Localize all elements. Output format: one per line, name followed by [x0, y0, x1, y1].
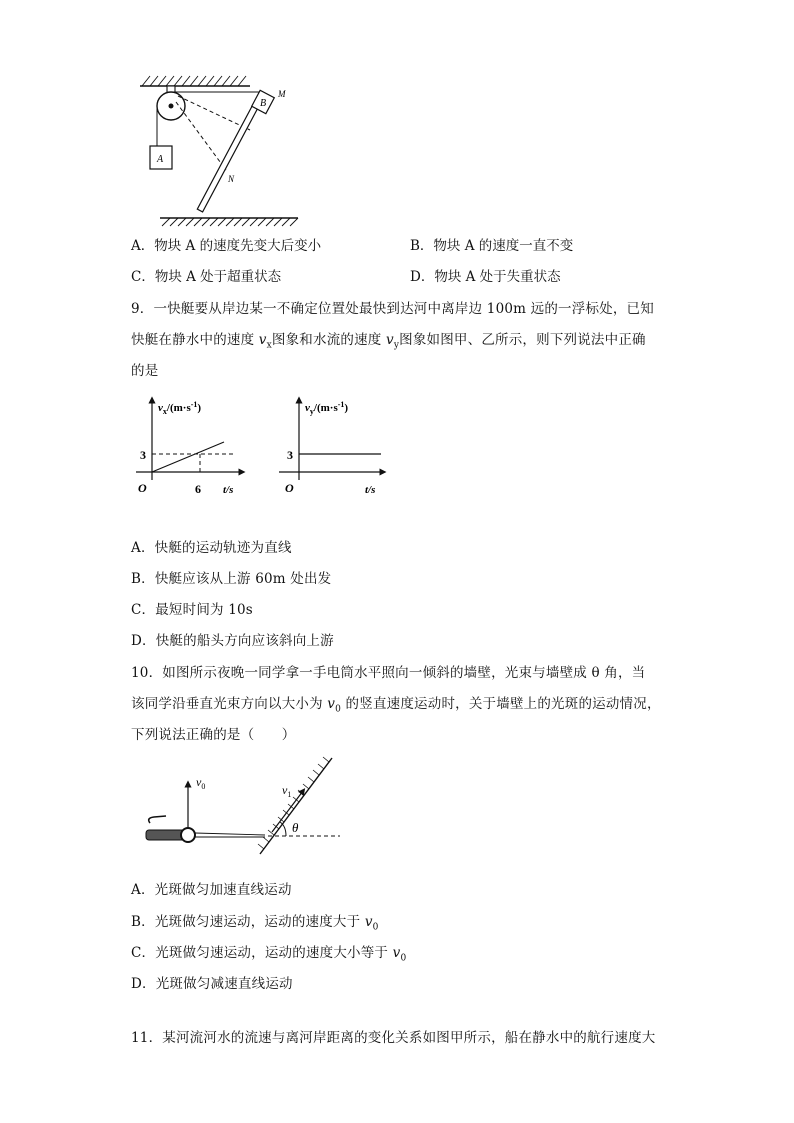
- q8-pulley-figure: [130, 62, 305, 228]
- theta-label: θ: [292, 820, 299, 835]
- q10-option-d[interactable]: [131, 972, 293, 992]
- q8-option-a-letter: A．: [131, 238, 155, 254]
- inclined-wall: [260, 758, 332, 854]
- q8-option-a-text: 物块 A 的速度先变大后变小: [154, 238, 322, 254]
- q10-v0-symbol: v: [327, 696, 336, 712]
- q9-stem-line2-c: 图象如图甲、乙所示，则下列说法中正确: [399, 332, 646, 348]
- q10-option-b[interactable]: [131, 910, 379, 933]
- q8-option-d-text: 物块 A 处于失重状态: [434, 269, 561, 285]
- q10-option-d-text: D．光斑做匀减速直线运动: [131, 976, 293, 992]
- q9-vy-symbol: v: [386, 332, 394, 348]
- q10-stem-line2-a: 该同学沿垂直光束方向以大小为: [131, 696, 328, 712]
- q8-option-d-letter: D．: [410, 269, 435, 285]
- q10-option-b-text: B．光斑做匀速运动，运动的速度大于: [131, 914, 365, 930]
- q10-option-b-sub: 0: [372, 922, 379, 933]
- label-m: M: [278, 89, 286, 99]
- q8-option-b-letter: B．: [410, 238, 434, 254]
- q10-stem-line2-b: 的竖直速度运动时，关于墙壁上的光斑的运动情况，: [341, 696, 661, 712]
- q8-option-d[interactable]: [410, 265, 561, 285]
- q9-vx-sub: x: [266, 340, 272, 351]
- q9-graph-vy: [275, 392, 387, 502]
- q8-option-c-letter: C．: [131, 269, 155, 285]
- q9-option-c[interactable]: C．最短时间为 10s: [131, 602, 253, 618]
- label-n: N: [228, 174, 235, 184]
- q8-option-b[interactable]: [410, 234, 573, 254]
- q8-option-b-text: 物块 A 的速度一直不变: [433, 238, 574, 254]
- graph-vx-xtick: 6: [195, 482, 201, 496]
- q11-stem-line1: 11．某河流河水的流速与离河岸距离的变化关系如图甲所示，船在静水中的航行速度大: [131, 1030, 656, 1046]
- v0-label: $v_0$: [196, 775, 206, 791]
- label-a: A: [157, 154, 164, 165]
- q10-option-c-text: C．光斑做匀速运动，运动的速度大小等于: [131, 945, 393, 961]
- flashlight-head: [181, 828, 195, 842]
- v1-label: $v_1$: [282, 783, 292, 799]
- graph-vx-ylabel: $v_x/(m\cdot s^{-1})$: [158, 400, 202, 416]
- q10-option-c-sub: 0: [400, 953, 407, 964]
- q10-option-b-v: v: [364, 914, 373, 930]
- q9-stem-line1: 9．一快艇要从岸边某一不确定位置处最快到达河中离岸边 100m 远的一浮标处，已知: [131, 301, 654, 317]
- graph-vy-origin: O: [285, 481, 294, 495]
- graph-vx-line: [152, 442, 224, 472]
- q9-vx-symbol: v: [258, 332, 267, 348]
- q8-option-a[interactable]: [131, 234, 321, 254]
- graph-vy-ytick: 3: [287, 448, 293, 462]
- q10-option-a[interactable]: [131, 878, 292, 898]
- graph-vx-xlabel: t/s: [223, 484, 234, 496]
- graph-vx-ytick: 3: [140, 448, 146, 462]
- q8-option-c[interactable]: [131, 265, 281, 285]
- q9-option-b[interactable]: B．快艇应该从上游 60m 处出发: [131, 571, 332, 587]
- q10-option-a-text: A．光斑做匀加速直线运动: [131, 882, 292, 898]
- q8-option-c-text: 物块 A 处于超重状态: [154, 269, 282, 285]
- q9-vy-sub: y: [393, 340, 400, 351]
- label-b: B: [260, 98, 267, 109]
- q10-stem-line1: 10．如图所示夜晚一同学拿一手电筒水平照向一倾斜的墙壁，光束与墙壁成 θ 角，当: [131, 665, 646, 681]
- q9-stem-line2-a: 快艇在静水中的速度: [131, 332, 259, 348]
- q10-option-c-v: v: [392, 945, 401, 961]
- q9-option-a[interactable]: A．快艇的运动轨迹为直线: [131, 540, 292, 556]
- q10-flashlight-figure: [140, 750, 355, 862]
- rod-mn: [197, 91, 265, 212]
- q9-stem-line2: [131, 328, 646, 351]
- q9-graph-vx: [128, 392, 246, 502]
- q9-stem-line3: 的是: [131, 363, 159, 379]
- q9-option-d[interactable]: D．快艇的船头方向应该斜向上游: [131, 633, 334, 649]
- graph-vx-origin: O: [138, 481, 147, 495]
- q9-stem-line2-b: 图象和水流的速度: [271, 332, 386, 348]
- q10-stem-line3: 下列说法正确的是（ ）: [131, 727, 296, 743]
- q10-stem-line2: [131, 692, 661, 715]
- q10-v0-sub: 0: [335, 704, 342, 715]
- q10-option-c[interactable]: [131, 941, 406, 964]
- graph-vy-ylabel: $v_y/(m\cdot s^{-1})$: [305, 400, 349, 416]
- graph-vy-xlabel: t/s: [365, 484, 376, 496]
